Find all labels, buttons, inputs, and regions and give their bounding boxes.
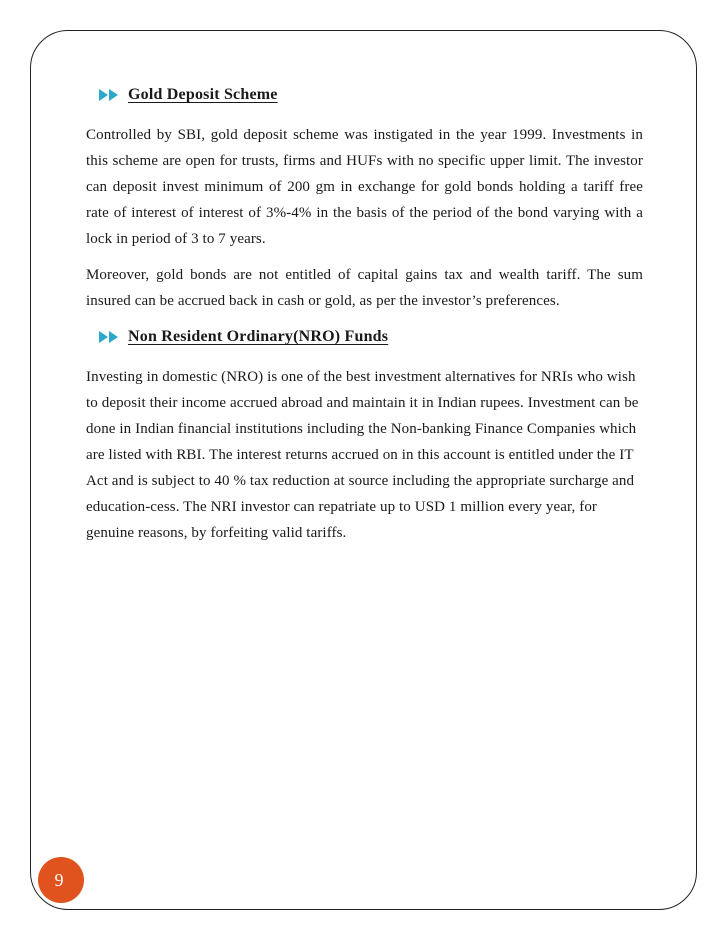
double-arrow-icon [98, 330, 120, 344]
paragraph: Controlled by SBI, gold deposit scheme was instigated in the year 1999. Investments in this scheme are open for trusts, firms and HUFs with no specific upper limit. The investor can deposit invest minimum of 200 gm in exchange for gold bonds holding a tariff free rate of interest of interest of 3%-4% in the basis of the period of the bond varying with a lock in period of 3 to 7 years. [86, 127, 643, 247]
double-arrow-icon [98, 88, 120, 102]
page-content [86, 82, 643, 556]
section-heading-gold-deposit [98, 82, 643, 108]
section-title: Gold Deposit Scheme [128, 86, 278, 103]
page-number-badge: 9 [38, 857, 84, 903]
section-title: Non Resident Ordinary(NRO) Funds [128, 328, 389, 345]
paragraph: Moreover, gold bonds are not entitled of capital gains tax and wealth tariff. The sum insured can be accrued back in cash or gold, as per the investor’s preferences. [86, 267, 643, 309]
section-heading-nro-funds [98, 324, 643, 350]
paragraph: Investing in domestic (NRO) is one of the best investment alternatives for NRIs who wish to deposit their income accrued abroad and maintain it in Indian rupees. Investment can be done in Indian financial institutions including the Non-banking Finance Companies which are listed with RBI. The interest returns accrued on in this account is entitled under the IT Act and is subject to 40 % tax reduction at source including the appropriate surcharge and education-cess. The NRI investor can repatriate up to USD 1 million every year, for genuine reasons, by forfeiting valid tariffs. [86, 369, 639, 541]
